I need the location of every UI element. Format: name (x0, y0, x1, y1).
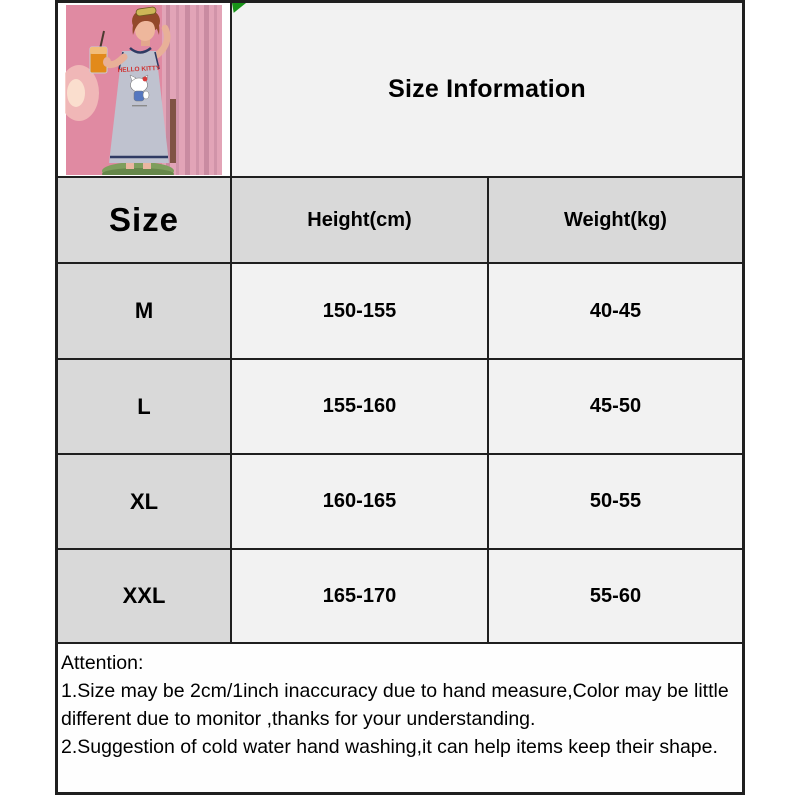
column-header-weight: Weight(kg) (489, 178, 742, 264)
table-row-l-weight: 45-50 (489, 360, 742, 455)
column-header-height: Height(cm) (232, 178, 489, 264)
attention-heading: Attention: (61, 652, 144, 674)
attention-note (58, 644, 742, 792)
product-photo-image (65, 5, 223, 175)
table-row-xxl-size: XXL (58, 550, 232, 644)
table-row-xxl-height: 165-170 (232, 550, 489, 644)
table-row-xxl-weight: 55-60 (489, 550, 742, 644)
attention-line-3: 2.Suggestion of cold water hand washing,it can help items keep their shape. (61, 736, 718, 758)
table-row-xl-height: 160-165 (232, 455, 489, 550)
table-row-m-height: 150-155 (232, 264, 489, 360)
photo-graphic-text: HELLO KITTY (117, 64, 161, 74)
attention-line-1: 1.Size may be 2cm/1inch inaccuracy due to hand measure,Color may be little (61, 680, 729, 702)
green-corner-mark (232, 3, 246, 14)
table-row-m-size: M (58, 264, 232, 360)
attention-line-2: different due to monitor ,thanks for your understanding. (61, 708, 536, 730)
product-photo-cell (58, 3, 232, 178)
size-information-table (55, 0, 745, 795)
table-row-m-weight: 40-45 (489, 264, 742, 360)
column-header-size: Size (58, 178, 232, 264)
table-row-xl-weight: 50-55 (489, 455, 742, 550)
title-cell (232, 3, 742, 178)
table-row-l-height: 155-160 (232, 360, 489, 455)
table-row-l-size: L (58, 360, 232, 455)
table-row-xl-size: XL (58, 455, 232, 550)
page-title: Size Information (388, 75, 586, 103)
